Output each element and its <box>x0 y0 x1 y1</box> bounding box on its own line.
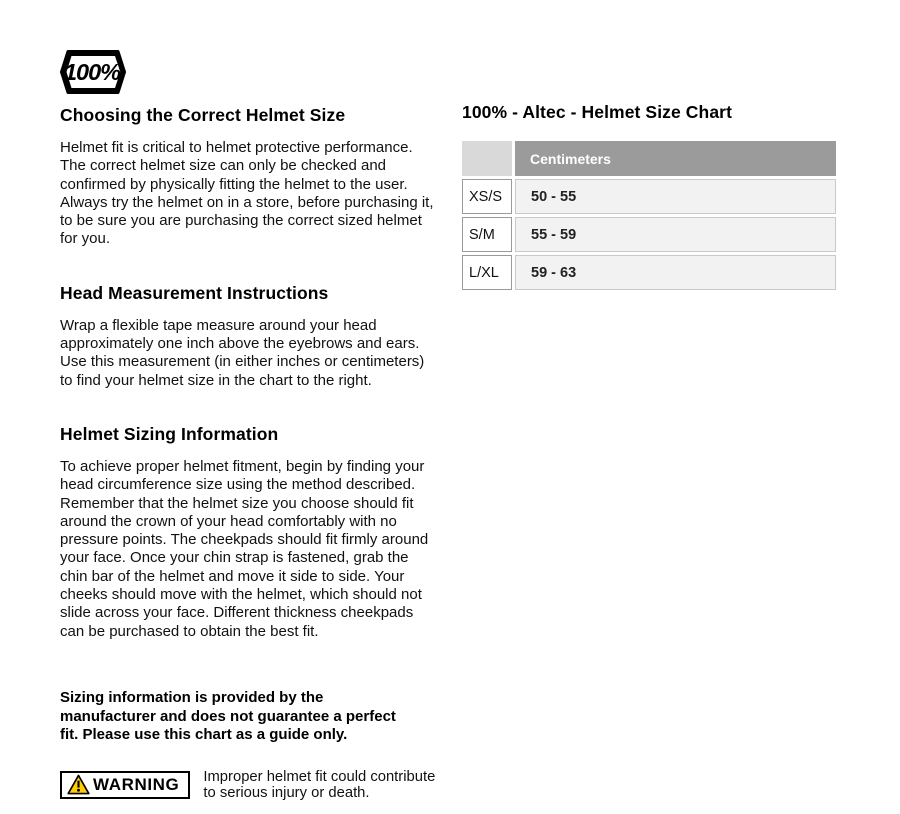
table-corner-cell <box>462 141 512 176</box>
warning-row <box>60 769 438 801</box>
table-row <box>462 255 836 290</box>
warning-label: WARNING <box>93 774 180 794</box>
section-heading-head-measurement: Head Measurement Instructions <box>60 282 329 303</box>
left-column <box>60 50 438 801</box>
right-column <box>462 102 842 293</box>
section-heading-sizing-information: Helmet Sizing Information <box>60 423 279 444</box>
warning-message: Improper helmet fit could contribute to serious injury or death. <box>203 768 436 801</box>
size-label-cell: S/M <box>462 217 512 252</box>
size-chart-title: 100% - Altec - Helmet Size Chart <box>462 102 732 122</box>
warning-box <box>60 771 190 799</box>
warning-triangle-icon <box>67 774 90 795</box>
cm-range-cell: 50 - 55 <box>515 179 836 214</box>
cm-range-cell: 59 - 63 <box>515 255 836 290</box>
helmet-size-table <box>459 138 839 293</box>
table-row <box>462 179 836 214</box>
table-header-row <box>462 141 836 176</box>
size-label-cell: L/XL <box>462 255 512 290</box>
table-row <box>462 217 836 252</box>
section-body-head-measurement: Wrap a flexible tape measure around your head approximately one inch above the eyebrows and ears. Use this measurement (in either inches or centimeters) to find your helmet size in the chart to the right. <box>60 316 425 389</box>
svg-text:100%: 100% <box>63 59 121 85</box>
brand-100-percent-logo-icon <box>60 50 126 94</box>
table-column-header-centimeters: Centimeters <box>515 141 836 176</box>
section-body-choosing-size: Helmet fit is critical to helmet protective performance. The correct helmet size can only be checked and confirmed by physically fitting the helmet to the user. Always try the helmet on in a store, before purchasing it, to be sure you are purchasing the correct sized helmet for you. <box>60 139 434 248</box>
manufacturer-disclaimer-text: Sizing information is provided by the manufacturer and does not guarantee a perfect fit. Please use this chart as a guide only. <box>60 688 396 744</box>
size-label-cell: XS/S <box>462 179 512 214</box>
section-body-sizing-information: To achieve proper helmet fitment, begin by finding your head circumference size using the method described. Remember that the helmet size you choose should fit around the crown of your head comfortably with no pressure points. The cheekpads should fit firmly around your face. Once your chin strap is fastened, grab the chin bar of the helmet and move it side to side. Your cheeks should move with the helmet, which should not slide across your face. Different thickness cheekpads can be purchased to obtain the best fit. <box>60 457 429 640</box>
section-heading-choosing-size: Choosing the Correct Helmet Size <box>60 105 346 125</box>
cm-range-cell: 55 - 59 <box>515 217 836 252</box>
